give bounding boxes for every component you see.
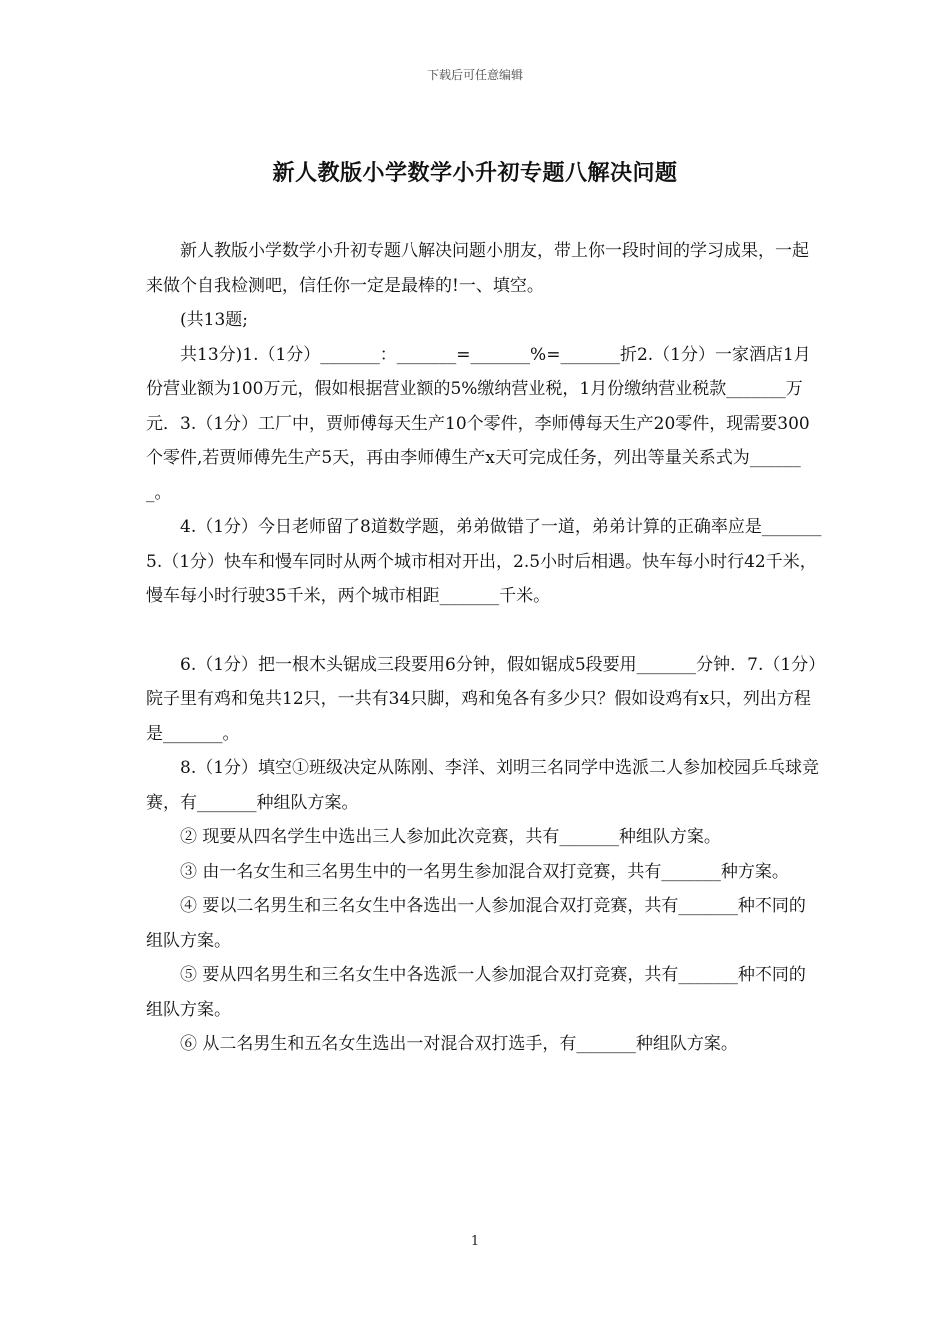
question-8-paragraph: 8.（1分）填空①班级决定从陈刚、李洋、刘明三名同学中选派二人参加校园乒乓球竞赛，有_______种组队方案。: [146, 758, 820, 813]
question-8-item-4: ④ 要以二名男生和三名女生中各选出一人参加混合双打竞赛，共有_______种不同的组队方案。: [146, 896, 806, 951]
question-8-item-3: ③ 由一名女生和三名男生中的一名男生参加混合双打竞赛，共有_______种方案。: [180, 861, 789, 882]
questions-6-7-paragraph: 6.（1分）把一根木头锯成三段要用6分钟，假如锯成5段要用_______分钟．7.（1分）院子里有鸡和兔共12只，一共有34只脚，鸡和兔各有多少只？假如设鸡有x只，列出方程是_______。: [146, 654, 817, 744]
question-8-item-6: ⑥ 从二名男生和五名女生选出一对混合双打选手，有_______种组队方案。: [180, 1034, 738, 1054]
question-8-item-2: ② 现要从四名学生中选出三人参加此次竞赛，共有_______种组队方案。: [180, 827, 721, 847]
intro-paragraph: 新人教版小学数学小升初专题八解决问题小朋友，带上你一段时间的学习成果，一起来做个自我检测吧，信任你一定是最棒的!一、填空。: [146, 241, 809, 296]
section-count-paragraph: (共13题;: [180, 310, 248, 330]
question-8-item-5: ⑤ 要从四名男生和三名女生中各选派一人参加混合双打竞赛，共有_______种不同的组队方案。: [146, 965, 806, 1020]
page-number: 1: [470, 1234, 480, 1249]
document-title: 新人教版小学数学小升初专题八解决问题: [272, 160, 678, 186]
questions-4-5-paragraph: 4.（1分）今日老师留了8道数学题，弟弟做错了一道，弟弟计算的正确率应是_______5.（1分）快车和慢车同时从两个城市相对开出，2.5小时后相遇。快车每小时行42千米，慢车每小时行驶35千米，两个城市相距_______千米。: [146, 517, 822, 606]
questions-1-3-paragraph: 共13分)1.（1分）_______：_______=_______%=_______折2.（1分）一家酒店1月份营业额为100万元，假如根据营业额的5%缴纳营业税，1月份缴纳营业税款_______万元．3.（1分）工厂中，贾师傅每天生产10个零件，李师傅每天生产20零件，现需要300个零件,若贾师傅先生产5天，再由李师傅生产x天可完成任务，列出等量关系式为_______。: [146, 344, 811, 503]
document-body: [146, 234, 822, 1062]
header-note: 下载后可任意编辑: [426, 68, 523, 82]
